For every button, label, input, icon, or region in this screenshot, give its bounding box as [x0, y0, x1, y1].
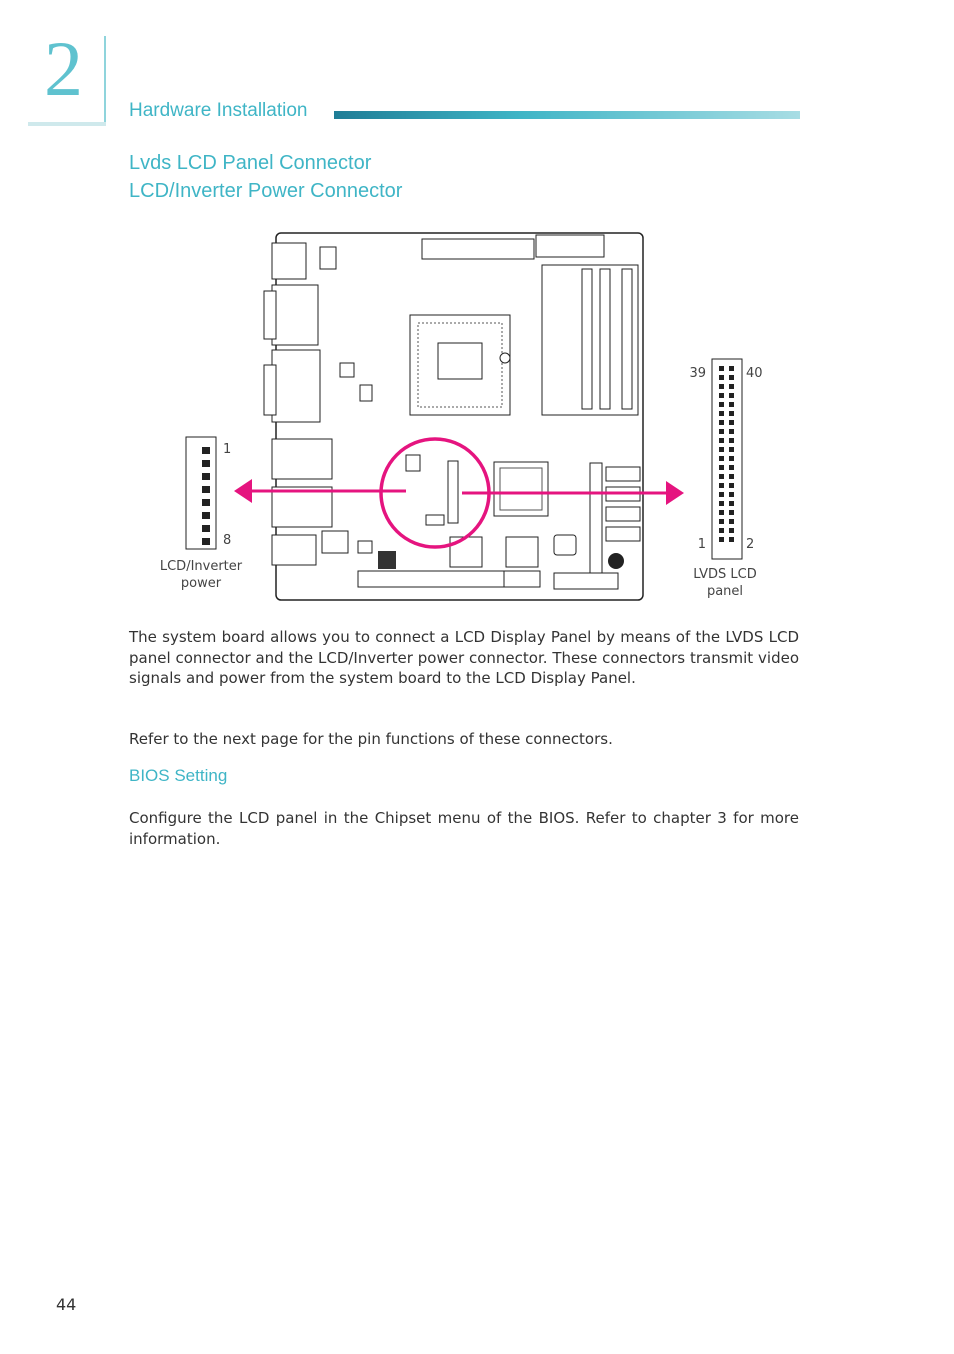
page-title-lvds: Lvds LCD Panel Connector: [129, 152, 372, 174]
lvds-label-1: LVDS LCD: [693, 567, 757, 582]
inverter-connector: [186, 437, 216, 549]
io-port-usb: [272, 487, 332, 527]
usb-header: [322, 531, 348, 553]
page-number: 44: [56, 1295, 77, 1314]
dimm-slot-1: [582, 269, 592, 409]
io-port-com: [272, 350, 320, 422]
sata-3: [606, 507, 640, 521]
com-header: [506, 537, 538, 567]
io-port-lan: [272, 439, 332, 479]
fan-header-1: [360, 385, 372, 401]
arrow-right-head: [666, 481, 684, 505]
side-header: [590, 463, 602, 573]
board-inverter-header: [406, 455, 420, 471]
section-header: Hardware Installation: [129, 100, 308, 121]
lvds-pin-40: 40: [746, 366, 763, 381]
sata-1: [606, 467, 640, 481]
io-port-audio: [272, 535, 316, 565]
page-title-inverter: LCD/Inverter Power Connector: [129, 180, 403, 202]
dimm-slot-2: [600, 269, 610, 409]
io-port-vga-lip: [264, 291, 276, 339]
inverter-pin-first: 1: [223, 442, 232, 457]
bios-heading: BIOS Setting: [129, 766, 228, 785]
sata-4: [606, 527, 640, 541]
lvds-pin-2: 2: [746, 537, 755, 552]
lvds-pin-1: 1: [697, 537, 706, 552]
chip-small-1: [340, 363, 354, 377]
io-port-1: [272, 243, 306, 279]
motherboard-diagram: [150, 225, 790, 610]
lvds-pin-39: 39: [689, 366, 706, 381]
io-port-com-lip: [264, 365, 276, 415]
header-small-1: [320, 247, 336, 269]
body-paragraph-2: Refer to the next page for the pin functions of these connectors.: [129, 730, 613, 748]
board-lvds-header: [448, 461, 458, 523]
atx-power-header: [422, 239, 534, 259]
arrow-left-head: [234, 479, 252, 503]
battery: [608, 553, 624, 569]
chipset: [494, 462, 548, 516]
chapter-number: 2: [44, 25, 83, 112]
super-io-chip: [378, 551, 396, 569]
body-paragraph-1: The system board allows you to connect a LCD Display Panel by means of the LVDS LCD panel connector and the LCD/Inverter power connector. These connectors transmit video signals and power from the system board to the LCD Display Panel.: [129, 628, 799, 687]
chapter-frame-shadow: [28, 122, 106, 126]
inverter-label-2: power: [180, 576, 222, 591]
dimm-slot-3: [622, 269, 632, 409]
lvds-label-2: panel: [706, 584, 744, 599]
inverter-pin-last: 8: [223, 533, 232, 548]
pci-slot: [358, 571, 520, 587]
ide-header: [536, 235, 604, 257]
header-bar: [334, 111, 800, 119]
inverter-label-1: LCD/Inverter: [159, 559, 243, 574]
lvds-connector: [712, 359, 742, 559]
io-port-vga: [272, 285, 318, 345]
body-paragraph-3: Configure the LCD panel in the Chipset menu of the BIOS. Refer to chapter 3 for more information.: [129, 809, 799, 848]
